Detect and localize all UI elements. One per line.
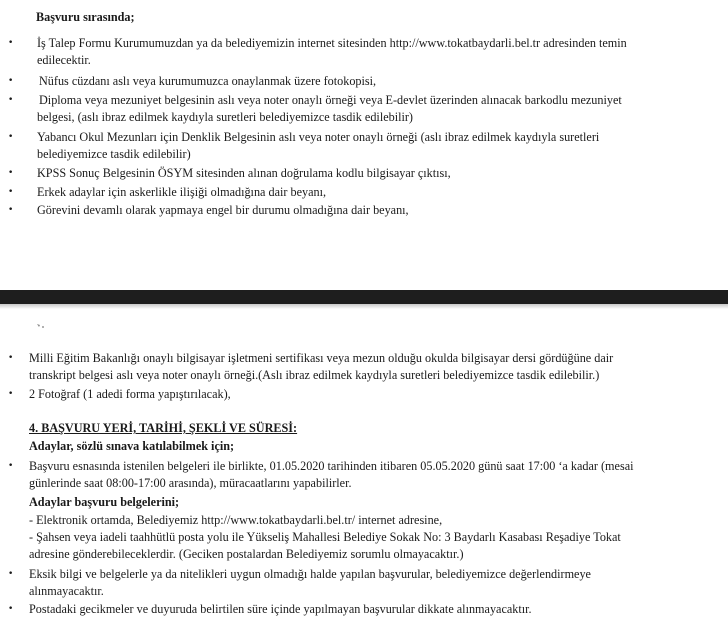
bullet-icon: • xyxy=(8,187,14,197)
list-item-text: Postadaki gecikmeler ve duyuruda belirtilen süre içinde yapılmayan başvurular dikkate alınmayacaktır. xyxy=(29,602,532,616)
bullet-icon: • xyxy=(8,38,14,48)
list-item-text: KPSS Sonuç Belgesinin ÖSYM sitesinden alınan doğrulama kodlu bilgisayar çıktısı, xyxy=(37,166,451,180)
list-item-text: Başvuru esnasında istenilen belgeleri ile birlikte, 01.05.2020 tarihinden itibaren 05.05.2020 günü saat 17:00 ‘a kadar (mesai xyxy=(29,459,634,473)
list-item-text: Eksik bilgi ve belgelerle ya da nitelikleri uygun olmadığı halde yapılan başvurular, belediyemizce değerlendirmeye xyxy=(29,567,591,581)
submission-heading: Adaylar başvuru belgelerini; xyxy=(29,495,180,509)
list-item-text: Erkek adaylar için askerlikle ilişiği olmadığına dair beyanı, xyxy=(37,185,327,199)
bullet-icon: • xyxy=(8,76,14,86)
list-item-text: Görevini devamlı olarak yapmaya engel bir durumu olmadığına dair beyanı, xyxy=(37,203,409,217)
page-separator-bar xyxy=(0,290,728,304)
list-item-text: transkript belgesi aslı veya noter onaylı örneği.(Aslı ibraz edilmek kaydıyla suretleri belediyemizce tasdik edilebilir.) xyxy=(29,368,600,382)
list-item-text: Diploma veya mezuniyet belgesinin aslı veya noter onaylı örneği veya E-devlet üzerinden alınacak barkodlu mezuniyet xyxy=(39,93,622,107)
list-item-text: belediyemizce tasdik edilebilir) xyxy=(37,147,191,161)
postal-submission-text: - Şahsen veya iadeli taahhütlü posta yolu ile Yükseliş Mahallesi Belediye Sokak No: 3 Baydarlı Kasabası Reşadiye Tokat xyxy=(29,530,621,544)
bullet-icon: • xyxy=(8,569,14,579)
bullet-icon: • xyxy=(8,353,14,363)
application-heading: Başvuru sırasında; xyxy=(36,10,135,24)
bullet-icon: • xyxy=(8,461,14,471)
list-item-text: alınmayacaktır. xyxy=(29,584,104,598)
bullet-icon: • xyxy=(8,95,14,105)
bullet-icon: • xyxy=(8,132,14,142)
list-item-text: 2 Fotoğraf (1 adedi forma yapıştırılacak), xyxy=(29,387,231,401)
scan-speck xyxy=(36,323,46,329)
list-item-text: Yabancı Okul Mezunları için Denklik Belgesinin aslı veya noter onaylı örneği (aslı ibraz edilmek kaydıyla suretleri xyxy=(37,130,600,144)
section-title: 4. BAŞVURU YERİ, TARİHİ, ŞEKLİ VE SÜRESİ: xyxy=(29,421,298,435)
bullet-icon: • xyxy=(8,604,14,614)
list-item-text: Milli Eğitim Bakanlığı onaylı bilgisayar işletmeni sertifikası veya mezun olduğu okulda bilgisayar dersi gördüğüne dair xyxy=(29,351,614,365)
bullet-icon: • xyxy=(8,168,14,178)
oral-exam-heading: Adaylar, sözlü sınava katılabilmek için; xyxy=(29,439,235,453)
electronic-submission-text: - Elektronik ortamda, Belediyemiz http://www.tokatbaydarli.bel.tr/ internet adresine, xyxy=(29,513,443,527)
list-item-text: edilecektir. xyxy=(37,53,91,67)
list-item-text: İş Talep Formu Kurumumuzdan ya da belediyemizin internet sitesinden http://www.tokatbaydarli.bel.tr adresinden temin xyxy=(37,36,627,50)
bullet-icon: • xyxy=(8,389,14,399)
list-item-text: Nüfus cüzdanı aslı veya kurumumuzca onaylanmak üzere fotokopisi, xyxy=(39,74,377,88)
postal-submission-text: adresine gönderebileceklerdir. (Geciken postalardan Belediyemiz sorumlu olmayacaktır.) xyxy=(29,547,464,561)
page-separator-shadow xyxy=(0,304,728,309)
list-item-text: belgesi, (aslı ibraz edilmek kaydıyla suretleri belediyemizce tasdik edilebilir) xyxy=(37,110,413,124)
list-item-text: günlerinde saat 08:00-17:00 arasında), müracaatlarını yapabilirler. xyxy=(29,476,352,490)
bullet-icon: • xyxy=(8,205,14,215)
